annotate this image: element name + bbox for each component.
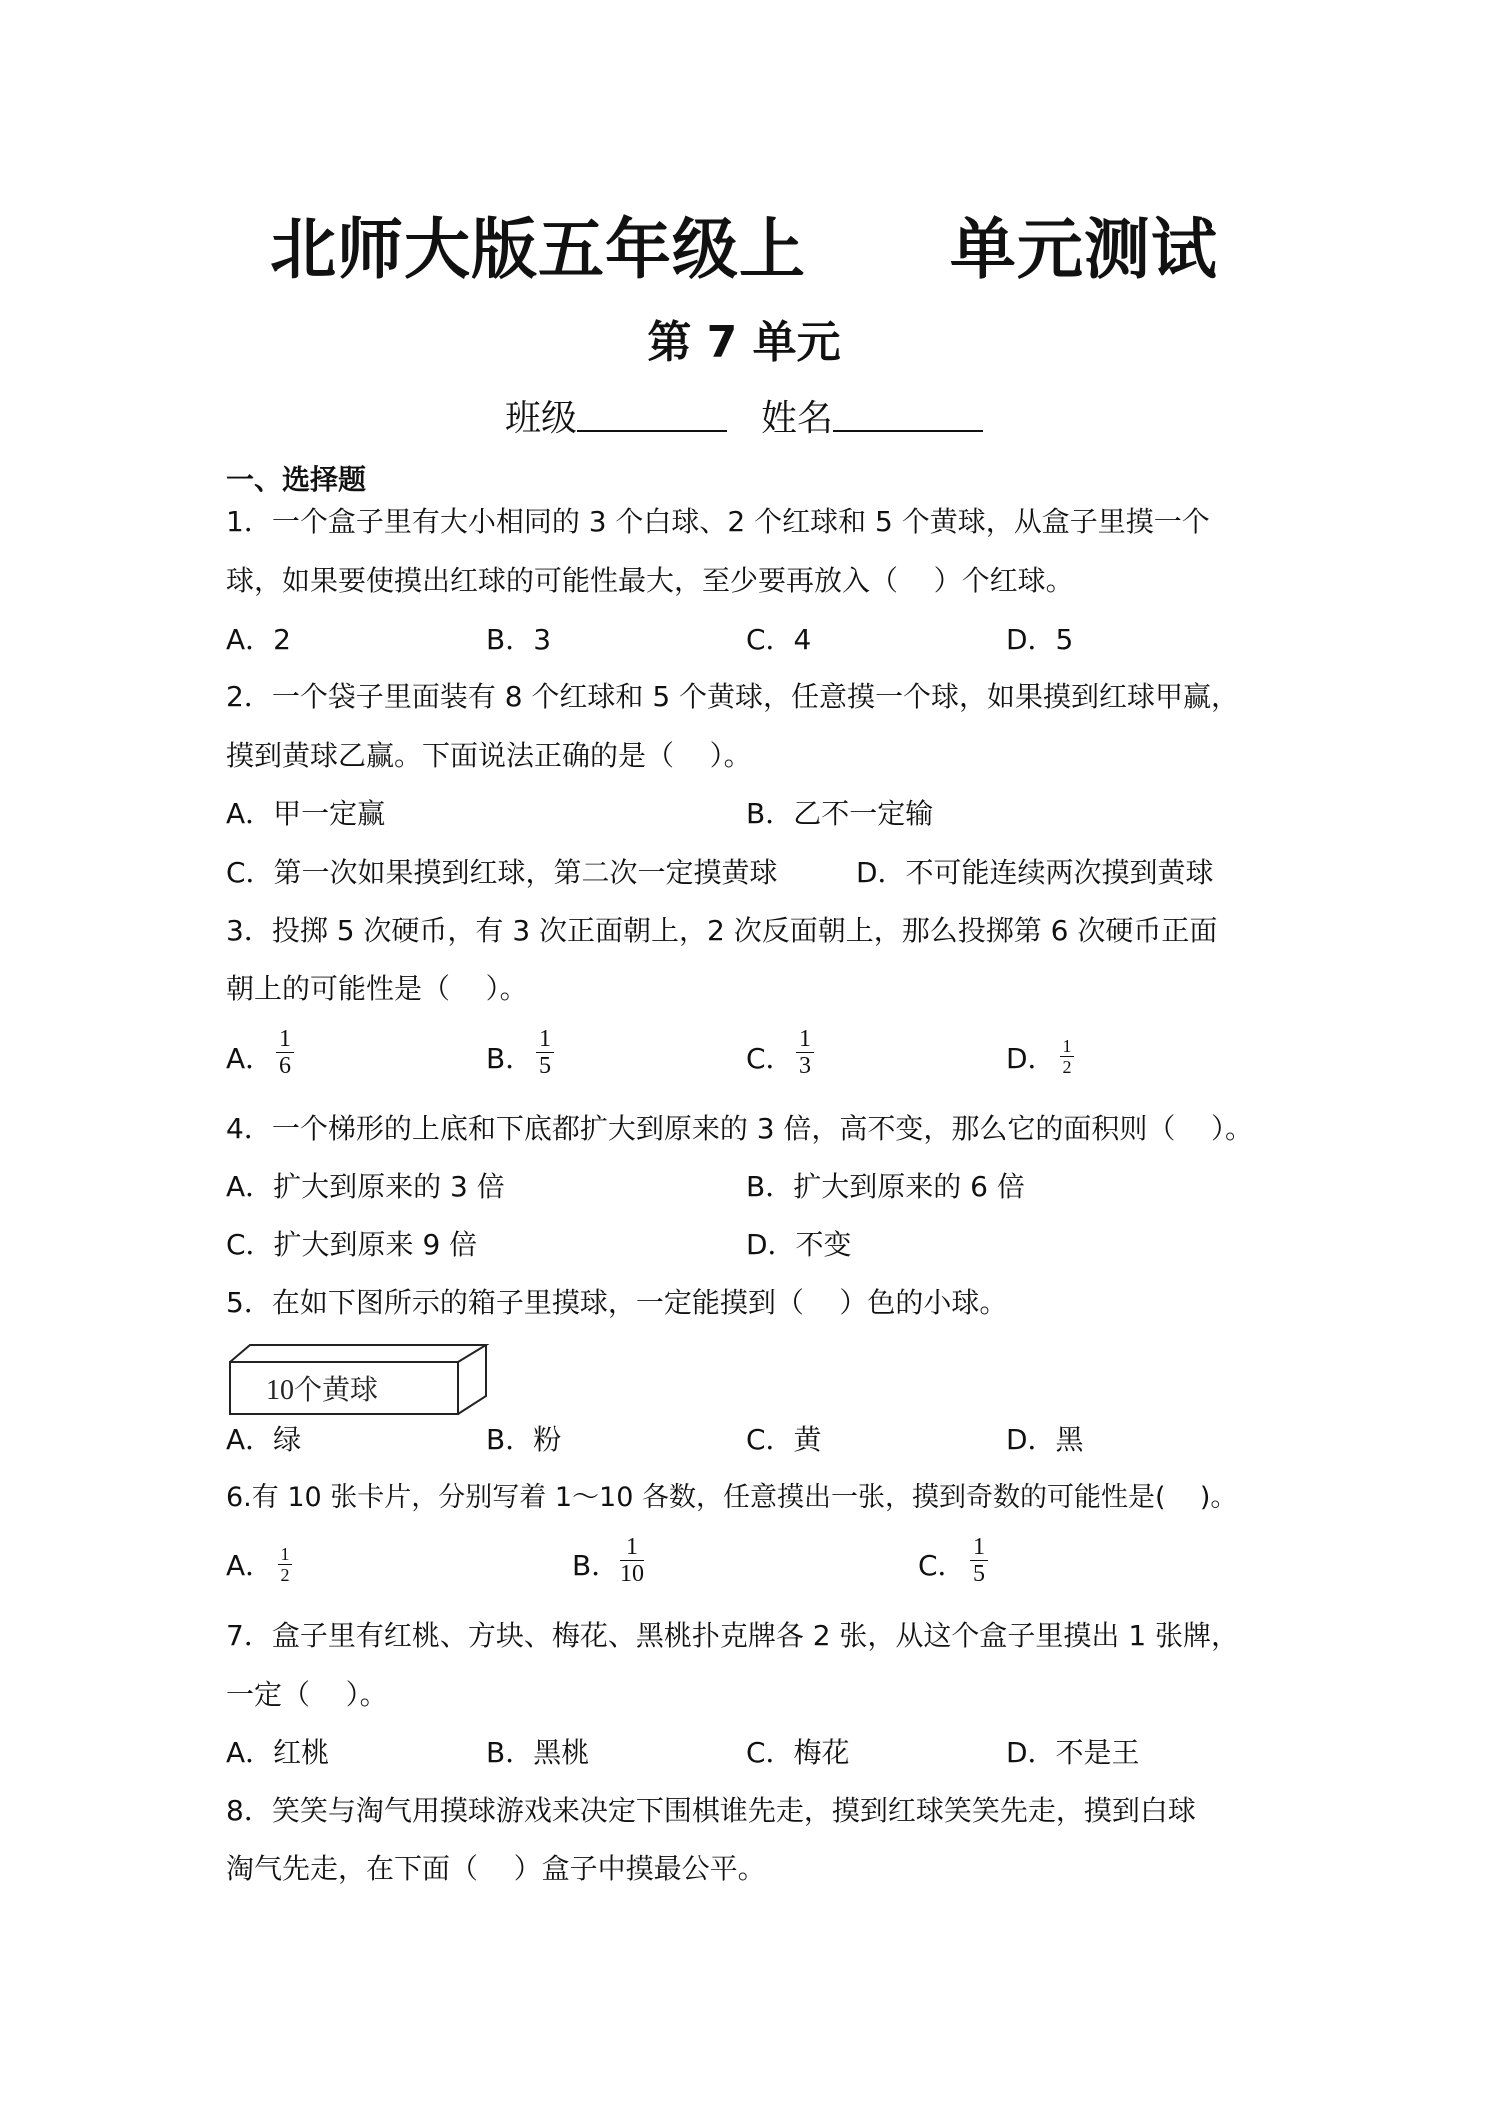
question-5-option-d: D．黑 bbox=[1006, 1423, 1084, 1456]
question-7-option-c: C．梅花 bbox=[746, 1736, 850, 1769]
question-4-option-c: C．扩大到原来 9 倍 bbox=[226, 1228, 478, 1261]
question-7-option-b: B．黑桃 bbox=[486, 1736, 590, 1769]
question-3-option-a-letter: A． bbox=[226, 1042, 274, 1075]
question-8-line-1: 8．笑笑与淘气用摸球游戏来决定下围棋谁先走，摸到红球笑笑先走，摸到白球 bbox=[226, 1794, 1196, 1827]
question-1-option-a: A．2 bbox=[226, 623, 291, 656]
question-1-line-2: 球，如果要使摸出红球的可能性最大，至少要再放入（ ）个红球。 bbox=[226, 564, 1074, 597]
class-blank bbox=[577, 396, 727, 432]
question-2-option-c: C．第一次如果摸到红球，第二次一定摸黄球 bbox=[226, 856, 778, 889]
question-8-line-2: 淘气先走，在下面（ ）盒子中摸最公平。 bbox=[226, 1852, 766, 1885]
fraction-numerator: 1 bbox=[539, 1026, 551, 1052]
fraction-denominator: 3 bbox=[799, 1053, 811, 1079]
fraction-numerator: 1 bbox=[279, 1026, 291, 1052]
question-5-option-a: A．绿 bbox=[226, 1423, 302, 1456]
section-heading: 一、选择题 bbox=[226, 463, 367, 496]
fraction-denominator: 5 bbox=[539, 1053, 551, 1079]
question-6-option-c-fraction bbox=[970, 1534, 988, 1587]
fraction-numerator: 1 bbox=[799, 1026, 811, 1052]
question-5-option-b: B．粉 bbox=[486, 1423, 562, 1456]
question-6-option-a-fraction bbox=[278, 1544, 292, 1585]
question-1-option-b: B．3 bbox=[486, 623, 552, 656]
question-2-option-b: B．乙不一定输 bbox=[746, 797, 934, 830]
question-3-line-1: 3．投掷 5 次硬币，有 3 次正面朝上，2 次反面朝上，那么投掷第 6 次硬币正面 bbox=[226, 914, 1218, 947]
question-3-option-a-fraction bbox=[276, 1026, 294, 1079]
question-4-option-b: B．扩大到原来的 6 倍 bbox=[746, 1170, 1025, 1203]
question-4-option-d: D．不变 bbox=[746, 1228, 852, 1261]
question-3-option-c-letter: C． bbox=[746, 1042, 794, 1075]
question-4-line-1: 4．一个梯形的上底和下底都扩大到原来的 3 倍，高不变，那么它的面积则（ ）。 bbox=[226, 1112, 1254, 1145]
fraction-numerator: 1 bbox=[280, 1544, 290, 1564]
question-6-line-1: 6.有 10 张卡片，分别写着 1～10 各数，任意摸出一张，摸到奇数的可能性是( )。 bbox=[226, 1482, 1238, 1513]
unit-subtitle: 第 7 单元 bbox=[647, 317, 841, 368]
fraction-numerator: 1 bbox=[973, 1534, 985, 1560]
question-3-option-d-fraction bbox=[1060, 1036, 1074, 1077]
fraction-numerator: 1 bbox=[626, 1534, 638, 1560]
fraction-denominator: 6 bbox=[279, 1053, 291, 1079]
question-1-option-c: C．4 bbox=[746, 623, 812, 656]
question-2-line-1: 2．一个袋子里面装有 8 个红球和 5 个黄球，任意摸一个球，如果摸到红球甲赢， bbox=[226, 680, 1240, 713]
question-3-option-b-letter: B． bbox=[486, 1042, 534, 1075]
question-3-option-d-letter: D． bbox=[1006, 1042, 1056, 1075]
fraction-denominator: 10 bbox=[620, 1561, 644, 1587]
class-label: 班级 bbox=[504, 398, 577, 439]
fraction-denominator: 5 bbox=[973, 1561, 985, 1587]
name-blank bbox=[833, 396, 983, 432]
question-2-option-a: A．甲一定赢 bbox=[226, 797, 386, 830]
question-3-line-2: 朝上的可能性是（ ）。 bbox=[226, 972, 528, 1005]
question-6-option-a-letter: A． bbox=[226, 1549, 274, 1582]
question-6-option-b-letter: B． bbox=[572, 1549, 620, 1582]
fraction-denominator: 2 bbox=[280, 1565, 290, 1585]
fraction-denominator: 2 bbox=[1062, 1057, 1072, 1077]
question-6-option-b-fraction bbox=[620, 1534, 644, 1587]
question-6-option-c-letter: C． bbox=[918, 1549, 966, 1582]
question-5-line-1: 5．在如下图所示的箱子里摸球，一定能摸到（ ）色的小球。 bbox=[226, 1286, 1008, 1319]
question-2-option-d: D．不可能连续两次摸到黄球 bbox=[856, 856, 1214, 889]
question-4-option-a: A．扩大到原来的 3 倍 bbox=[226, 1170, 505, 1203]
name-label: 姓名 bbox=[761, 398, 834, 439]
question-3-option-b-fraction bbox=[536, 1026, 554, 1079]
page-title: 北师大版五年级上 单元测试 bbox=[270, 211, 1218, 288]
question-7-line-2: 一定（ ）。 bbox=[226, 1678, 388, 1711]
question-7-option-a: A．红桃 bbox=[226, 1736, 330, 1769]
question-1-option-d: D．5 bbox=[1006, 623, 1074, 656]
question-3-option-c-fraction bbox=[796, 1026, 814, 1079]
question-7-line-1: 7．盒子里有红桃、方块、梅花、黑桃扑克牌各 2 张，从这个盒子里摸出 1 张牌， bbox=[226, 1619, 1240, 1652]
box-figure bbox=[228, 1342, 492, 1422]
question-1-line-1: 1．一个盒子里有大小相同的 3 个白球、2 个红球和 5 个黄球，从盒子里摸一个 bbox=[226, 505, 1210, 538]
student-info-line bbox=[0, 390, 1488, 441]
question-5-option-c: C．黄 bbox=[746, 1423, 822, 1456]
fraction-numerator: 1 bbox=[1062, 1036, 1072, 1056]
box-label: 10个黄球 bbox=[266, 1375, 379, 1406]
question-2-line-2: 摸到黄球乙赢。下面说法正确的是（ ）。 bbox=[226, 739, 752, 772]
question-7-option-d: D．不是王 bbox=[1006, 1736, 1140, 1769]
